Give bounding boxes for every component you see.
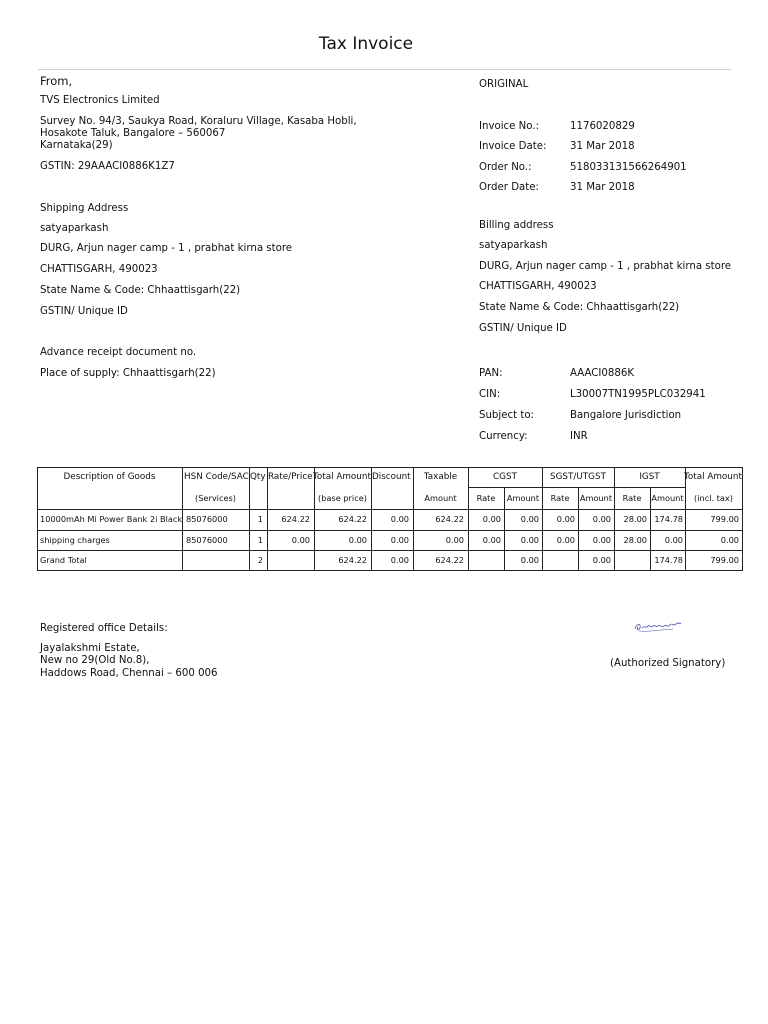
grand-total-taxable: 624.22 bbox=[435, 555, 464, 565]
row2-rate: 0.00 bbox=[291, 535, 310, 545]
billing-line1: DURG, Arjun nager camp - 1 , prabhat kirna store bbox=[479, 261, 732, 272]
col-divider bbox=[182, 467, 183, 571]
billing-line2: CHATTISGARH, 490023 bbox=[479, 281, 597, 292]
header-hsn-sub: (Services) bbox=[195, 493, 236, 503]
invoice-date-value: 31 Mar 2018 bbox=[570, 141, 635, 152]
header-qty: Qty bbox=[250, 472, 266, 482]
shipping-heading: Shipping Address bbox=[40, 203, 129, 214]
header-cgst-amount: Amount bbox=[506, 493, 540, 503]
shipping-gstin: GSTIN/ Unique ID bbox=[40, 306, 128, 317]
table-row-divider bbox=[37, 550, 743, 551]
table-header-bottom bbox=[37, 509, 743, 510]
row1-igst-rate: 28.00 bbox=[623, 514, 647, 524]
header-total-incl: Total Amount bbox=[684, 472, 742, 482]
shipping-line1: DURG, Arjun nager camp - 1 , prabhat kirna store bbox=[40, 243, 293, 254]
cin-label: CIN: bbox=[479, 389, 501, 400]
order-date-label: Order Date: bbox=[479, 182, 539, 193]
seller-name: TVS Electronics Limited bbox=[40, 95, 160, 106]
header-sgst-amount: Amount bbox=[579, 493, 613, 503]
cin-value: L30007TN1995PLC032941 bbox=[570, 389, 706, 400]
table-border-left bbox=[37, 467, 38, 571]
row2-cgst-amount: 0.00 bbox=[520, 535, 539, 545]
grand-total-label: Grand Total bbox=[40, 555, 87, 565]
table-border-right bbox=[742, 467, 743, 571]
row1-total-incl: 799.00 bbox=[710, 514, 739, 524]
billing-state: State Name & Code: Chhaattisgarh(22) bbox=[479, 302, 680, 313]
grand-total-cgst: 0.00 bbox=[520, 555, 539, 565]
seller-address-line2: Hosakote Taluk, Bangalore – 560067 bbox=[40, 128, 226, 139]
header-rate-price: Rate/Price bbox=[268, 472, 313, 482]
jurisdiction-label: Subject to: bbox=[479, 410, 534, 421]
tax-subheader-line bbox=[468, 487, 685, 488]
registered-office-line3: Haddows Road, Chennai – 600 006 bbox=[40, 668, 218, 679]
table-border-top bbox=[37, 467, 743, 468]
registered-office-line1: Jayalakshmi Estate, bbox=[40, 643, 140, 654]
header-total-sub: (base price) bbox=[318, 493, 367, 503]
row1-cgst-rate: 0.00 bbox=[482, 514, 501, 524]
authorized-signatory: (Authorized Signatory) bbox=[610, 658, 726, 669]
shipping-line2: CHATTISGARH, 490023 bbox=[40, 264, 158, 275]
seller-gstin: GSTIN: 29AAACI0886K1Z7 bbox=[40, 161, 175, 172]
invoice-no-value: 1176020829 bbox=[570, 121, 635, 132]
row2-igst-amount: 0.00 bbox=[664, 535, 683, 545]
header-discount: Discount bbox=[372, 472, 411, 482]
table-border-bottom bbox=[37, 570, 743, 571]
billing-heading: Billing address bbox=[479, 220, 554, 231]
invoice-date-label: Invoice Date: bbox=[479, 141, 547, 152]
table-row-divider bbox=[37, 530, 743, 531]
order-no-label: Order No.: bbox=[479, 162, 532, 173]
header-taxable-sub: Amount bbox=[424, 493, 457, 503]
grand-total-discount: 0.00 bbox=[390, 555, 409, 565]
pan-value: AAACI0886K bbox=[570, 368, 635, 379]
header-sgst: SGST/UTGST bbox=[550, 472, 606, 482]
invoice-no-label: Invoice No.: bbox=[479, 121, 540, 132]
title-divider bbox=[38, 69, 731, 70]
row2-qty: 1 bbox=[257, 535, 263, 545]
row2-sgst-rate: 0.00 bbox=[556, 535, 575, 545]
row1-taxable: 624.22 bbox=[435, 514, 464, 524]
invoice-items-table bbox=[37, 467, 743, 571]
header-total-amount: Total Amount bbox=[313, 472, 371, 482]
header-cgst-rate: Rate bbox=[476, 493, 496, 503]
row1-sgst-rate: 0.00 bbox=[556, 514, 575, 524]
order-date-value: 31 Mar 2018 bbox=[570, 182, 635, 193]
row1-total: 624.22 bbox=[338, 514, 367, 524]
registered-office-heading: Registered office Details: bbox=[40, 623, 168, 634]
shipping-state: State Name & Code: Chhaattisgarh(22) bbox=[40, 285, 241, 296]
registered-office-line2: New no 29(Old No.8), bbox=[40, 655, 150, 666]
header-igst-amount: Amount bbox=[651, 493, 684, 503]
page-title: Tax Invoice bbox=[318, 34, 414, 54]
header-description: Description of Goods bbox=[63, 472, 156, 482]
row1-description: 10000mAh Mi Power Bank 2i Black bbox=[40, 514, 183, 524]
currency-value: INR bbox=[570, 431, 588, 442]
currency-label: Currency: bbox=[479, 431, 528, 442]
shipping-name: satyaparkash bbox=[40, 223, 109, 234]
signature-image bbox=[633, 617, 683, 635]
pan-label: PAN: bbox=[479, 368, 503, 379]
header-taxable: Taxable bbox=[423, 472, 458, 482]
billing-name: satyaparkash bbox=[479, 240, 548, 251]
row1-discount: 0.00 bbox=[390, 514, 409, 524]
header-cgst: CGST bbox=[493, 472, 517, 482]
advance-receipt: Advance receipt document no. bbox=[40, 347, 197, 358]
row2-description: shipping charges bbox=[40, 535, 110, 545]
row1-igst-amount: 174.78 bbox=[654, 514, 683, 524]
grand-total-incl: 799.00 bbox=[710, 555, 739, 565]
jurisdiction-value: Bangalore Jurisdiction bbox=[570, 410, 682, 421]
seller-address-line1: Survey No. 94/3, Saukya Road, Koraluru Village, Kasaba Hobli, bbox=[40, 116, 357, 127]
grand-total-total: 624.22 bbox=[338, 555, 367, 565]
billing-gstin: GSTIN/ Unique ID bbox=[479, 323, 567, 334]
row1-hsn: 85076000 bbox=[186, 514, 228, 524]
place-of-supply: Place of supply: Chhaattisgarh(22) bbox=[40, 368, 216, 379]
grand-total-sgst: 0.00 bbox=[592, 555, 611, 565]
grand-total-qty: 2 bbox=[257, 555, 263, 565]
row2-total-incl: 0.00 bbox=[720, 535, 739, 545]
row1-qty: 1 bbox=[257, 514, 263, 524]
row2-sgst-amount: 0.00 bbox=[592, 535, 611, 545]
row2-taxable: 0.00 bbox=[445, 535, 464, 545]
row1-cgst-amount: 0.00 bbox=[520, 514, 539, 524]
row1-rate: 624.22 bbox=[281, 514, 310, 524]
row2-total: 0.00 bbox=[348, 535, 367, 545]
row2-igst-rate: 28.00 bbox=[623, 535, 647, 545]
row2-cgst-rate: 0.00 bbox=[482, 535, 501, 545]
row1-sgst-amount: 0.00 bbox=[592, 514, 611, 524]
seller-address-line3: Karnataka(29) bbox=[40, 140, 113, 151]
header-total-incl-sub: (incl. tax) bbox=[694, 493, 733, 503]
header-igst: IGST bbox=[639, 472, 660, 482]
grand-total-igst: 174.78 bbox=[654, 555, 683, 565]
row2-hsn: 85076000 bbox=[186, 535, 228, 545]
header-igst-rate: Rate bbox=[622, 493, 642, 503]
from-label: From, bbox=[40, 74, 73, 88]
order-no-value: 518033131566264901 bbox=[570, 162, 687, 173]
header-hsn: HSN Code/SAC bbox=[184, 472, 249, 482]
header-sgst-rate: Rate bbox=[550, 493, 570, 503]
row2-discount: 0.00 bbox=[390, 535, 409, 545]
copy-label: ORIGINAL bbox=[479, 79, 529, 90]
